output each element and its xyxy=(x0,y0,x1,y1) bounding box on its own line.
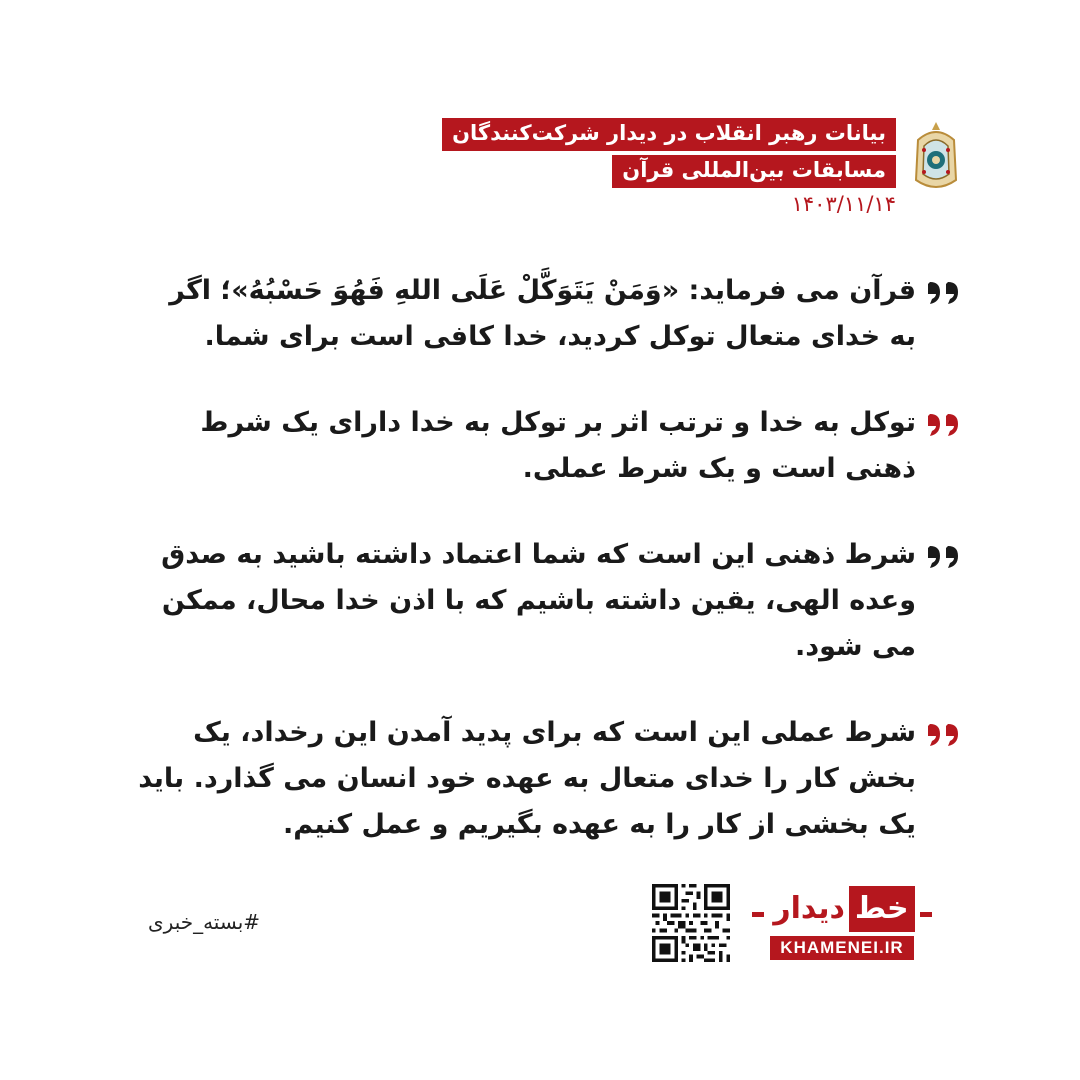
quote-mark-icon xyxy=(926,280,962,306)
brand-black-text: دیدار xyxy=(773,891,845,926)
header-titles xyxy=(442,118,896,216)
quote-mark-icon xyxy=(926,544,962,570)
brand-dash-left xyxy=(752,912,764,917)
brand-red-text: خط xyxy=(849,886,915,932)
quote-item xyxy=(112,532,962,670)
qr-code-icon xyxy=(652,884,730,962)
header xyxy=(442,118,962,216)
hashtag[interactable]: #بسته_خبری xyxy=(148,910,261,934)
brand-dash-right xyxy=(920,912,932,917)
quote-item xyxy=(112,400,962,492)
quote-item xyxy=(112,710,962,848)
brand-url: KHAMENEI.IR xyxy=(770,936,914,960)
title-line-2: مسابقات بین‌المللی قرآن xyxy=(612,155,896,188)
title-line-1: بیانات رهبر انقلاب در دیدار شرکت‌کنندگان xyxy=(442,118,896,151)
brand-wordmark xyxy=(770,886,914,932)
brand-logo[interactable] xyxy=(752,886,932,966)
date: ۱۴۰۳/۱۱/۱۴ xyxy=(791,192,896,217)
quote-text: شرط ذهنی این است که شما اعتماد داشته باشید به صدق وعده الهی، یقین داشته باشیم که با اذن خدا محال، ممکن می شود. xyxy=(161,539,916,662)
quote-item xyxy=(112,268,962,360)
quote-list xyxy=(112,268,962,888)
quote-mark-icon xyxy=(926,412,962,438)
quote-text: شرط عملی این است که برای پدید آمدن این رخداد، یک بخش کار را خدای متعال به عهده خود انسان می گذارد. باید یک بخشی از کار را به عهده بگیریم و عمل کنیم. xyxy=(138,717,916,840)
quote-mark-icon xyxy=(926,722,962,748)
quote-text: توکل به خدا و ترتب اثر بر توکل به خدا دارای یک شرط ذهنی است و یک شرط عملی. xyxy=(200,407,916,484)
emblem-icon xyxy=(910,120,962,196)
quote-text: قرآن می فرماید: «وَمَنْ يَتَوَكَّلْ عَلَى اللهِ فَهُوَ حَسْبُهُ»؛ اگر به خدای متعال توکل کردید، خدا کافی است برای شما. xyxy=(169,275,916,352)
